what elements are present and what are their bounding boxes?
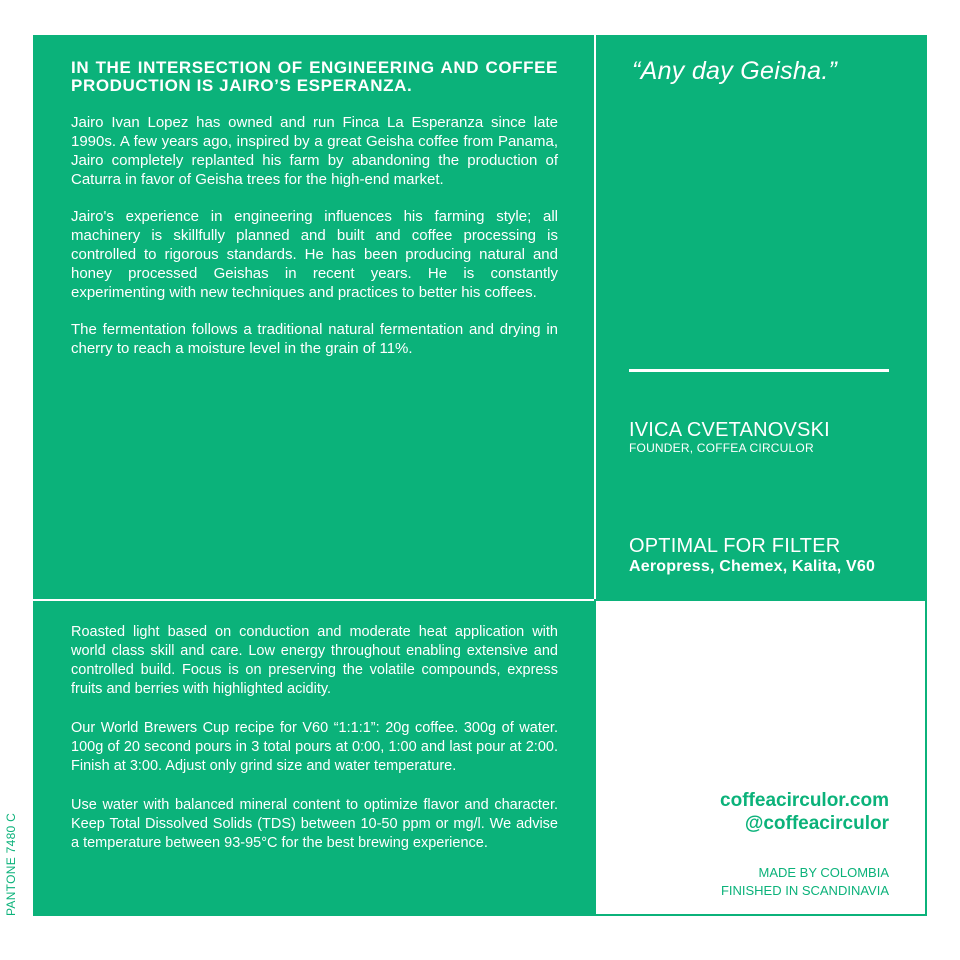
origin-label: MADE BY COLOMBIA [758, 865, 889, 880]
roast-paragraph: Roasted light based on conduction and moderate heat application with world class skill and care. Low energy throughout enabling extensive and controlled build. Focus is on preserving the volatile compounds, express fruits and berries with highlighted acidity. [71, 624, 558, 697]
author-title: FOUNDER, COFFEA CIRCULOR [629, 441, 814, 455]
pantone-label: PANTONE 7480 C [4, 812, 18, 916]
story-paragraph: The fermentation follows a traditional natural fermentation and drying in cherry to reach a moisture level in the grain of 11%. [71, 321, 558, 357]
social-handle[interactable]: @coffeacirculor [744, 813, 889, 834]
story-paragraph: Jairo's experience in engineering influences his farming style; all machinery is skillfully planned and built and coffee processing is controlled to rigorous standards. He has been producing natural and honey processed Geishas in recent years. He is constantly experimenting with new techniques and practices to better his coffees. [71, 208, 558, 301]
author-name: IVICA CVETANOVSKI [629, 419, 830, 441]
quote-panel [596, 35, 927, 599]
roast-panel [33, 601, 594, 916]
finish-label: FINISHED IN SCANDINAVIA [720, 883, 889, 898]
website-link[interactable]: coffeacirculor.com [720, 790, 889, 811]
story-paragraph: Jairo Ivan Lopez has owned and run Finca La Esperanza since late 1990s. A few years ago, inspired by a great Geisha coffee from Panama, Jairo completely replanted his farm by abandoning the production of Caturra in favor of Geisha trees for the high-end market. [71, 114, 558, 188]
recipe-paragraph: Our World Brewers Cup recipe for V60 “1:1:1”: 20g coffee. 300g of water. 100g of 20 second pours in 3 total pours at 0:00, 1:00 and last pour at 2:00. Finish at 3:00. Adjust only grind size and water temperature. [71, 720, 558, 774]
water-paragraph: Use water with balanced mineral content to optimize flavor and character. Keep Total Dissolved Solids (TDS) between 10-50 ppm or mg/l. We advise a temperature between 93-95°C for the best brewing experience. [71, 797, 558, 851]
story-headline: IN THE INTERSECTION OF ENGINEERING AND COFFEE PRODUCTION IS JAIRO’S ESPERANZA. [71, 58, 558, 95]
divider-line [629, 369, 889, 372]
brewing-heading: OPTIMAL FOR FILTER [629, 535, 841, 557]
story-panel [33, 35, 594, 599]
contact-panel [594, 599, 927, 916]
brewing-methods: Aeropress, Chemex, Kalita, V60 [629, 558, 876, 575]
quote-text: “Any day Geisha.” [632, 57, 838, 85]
